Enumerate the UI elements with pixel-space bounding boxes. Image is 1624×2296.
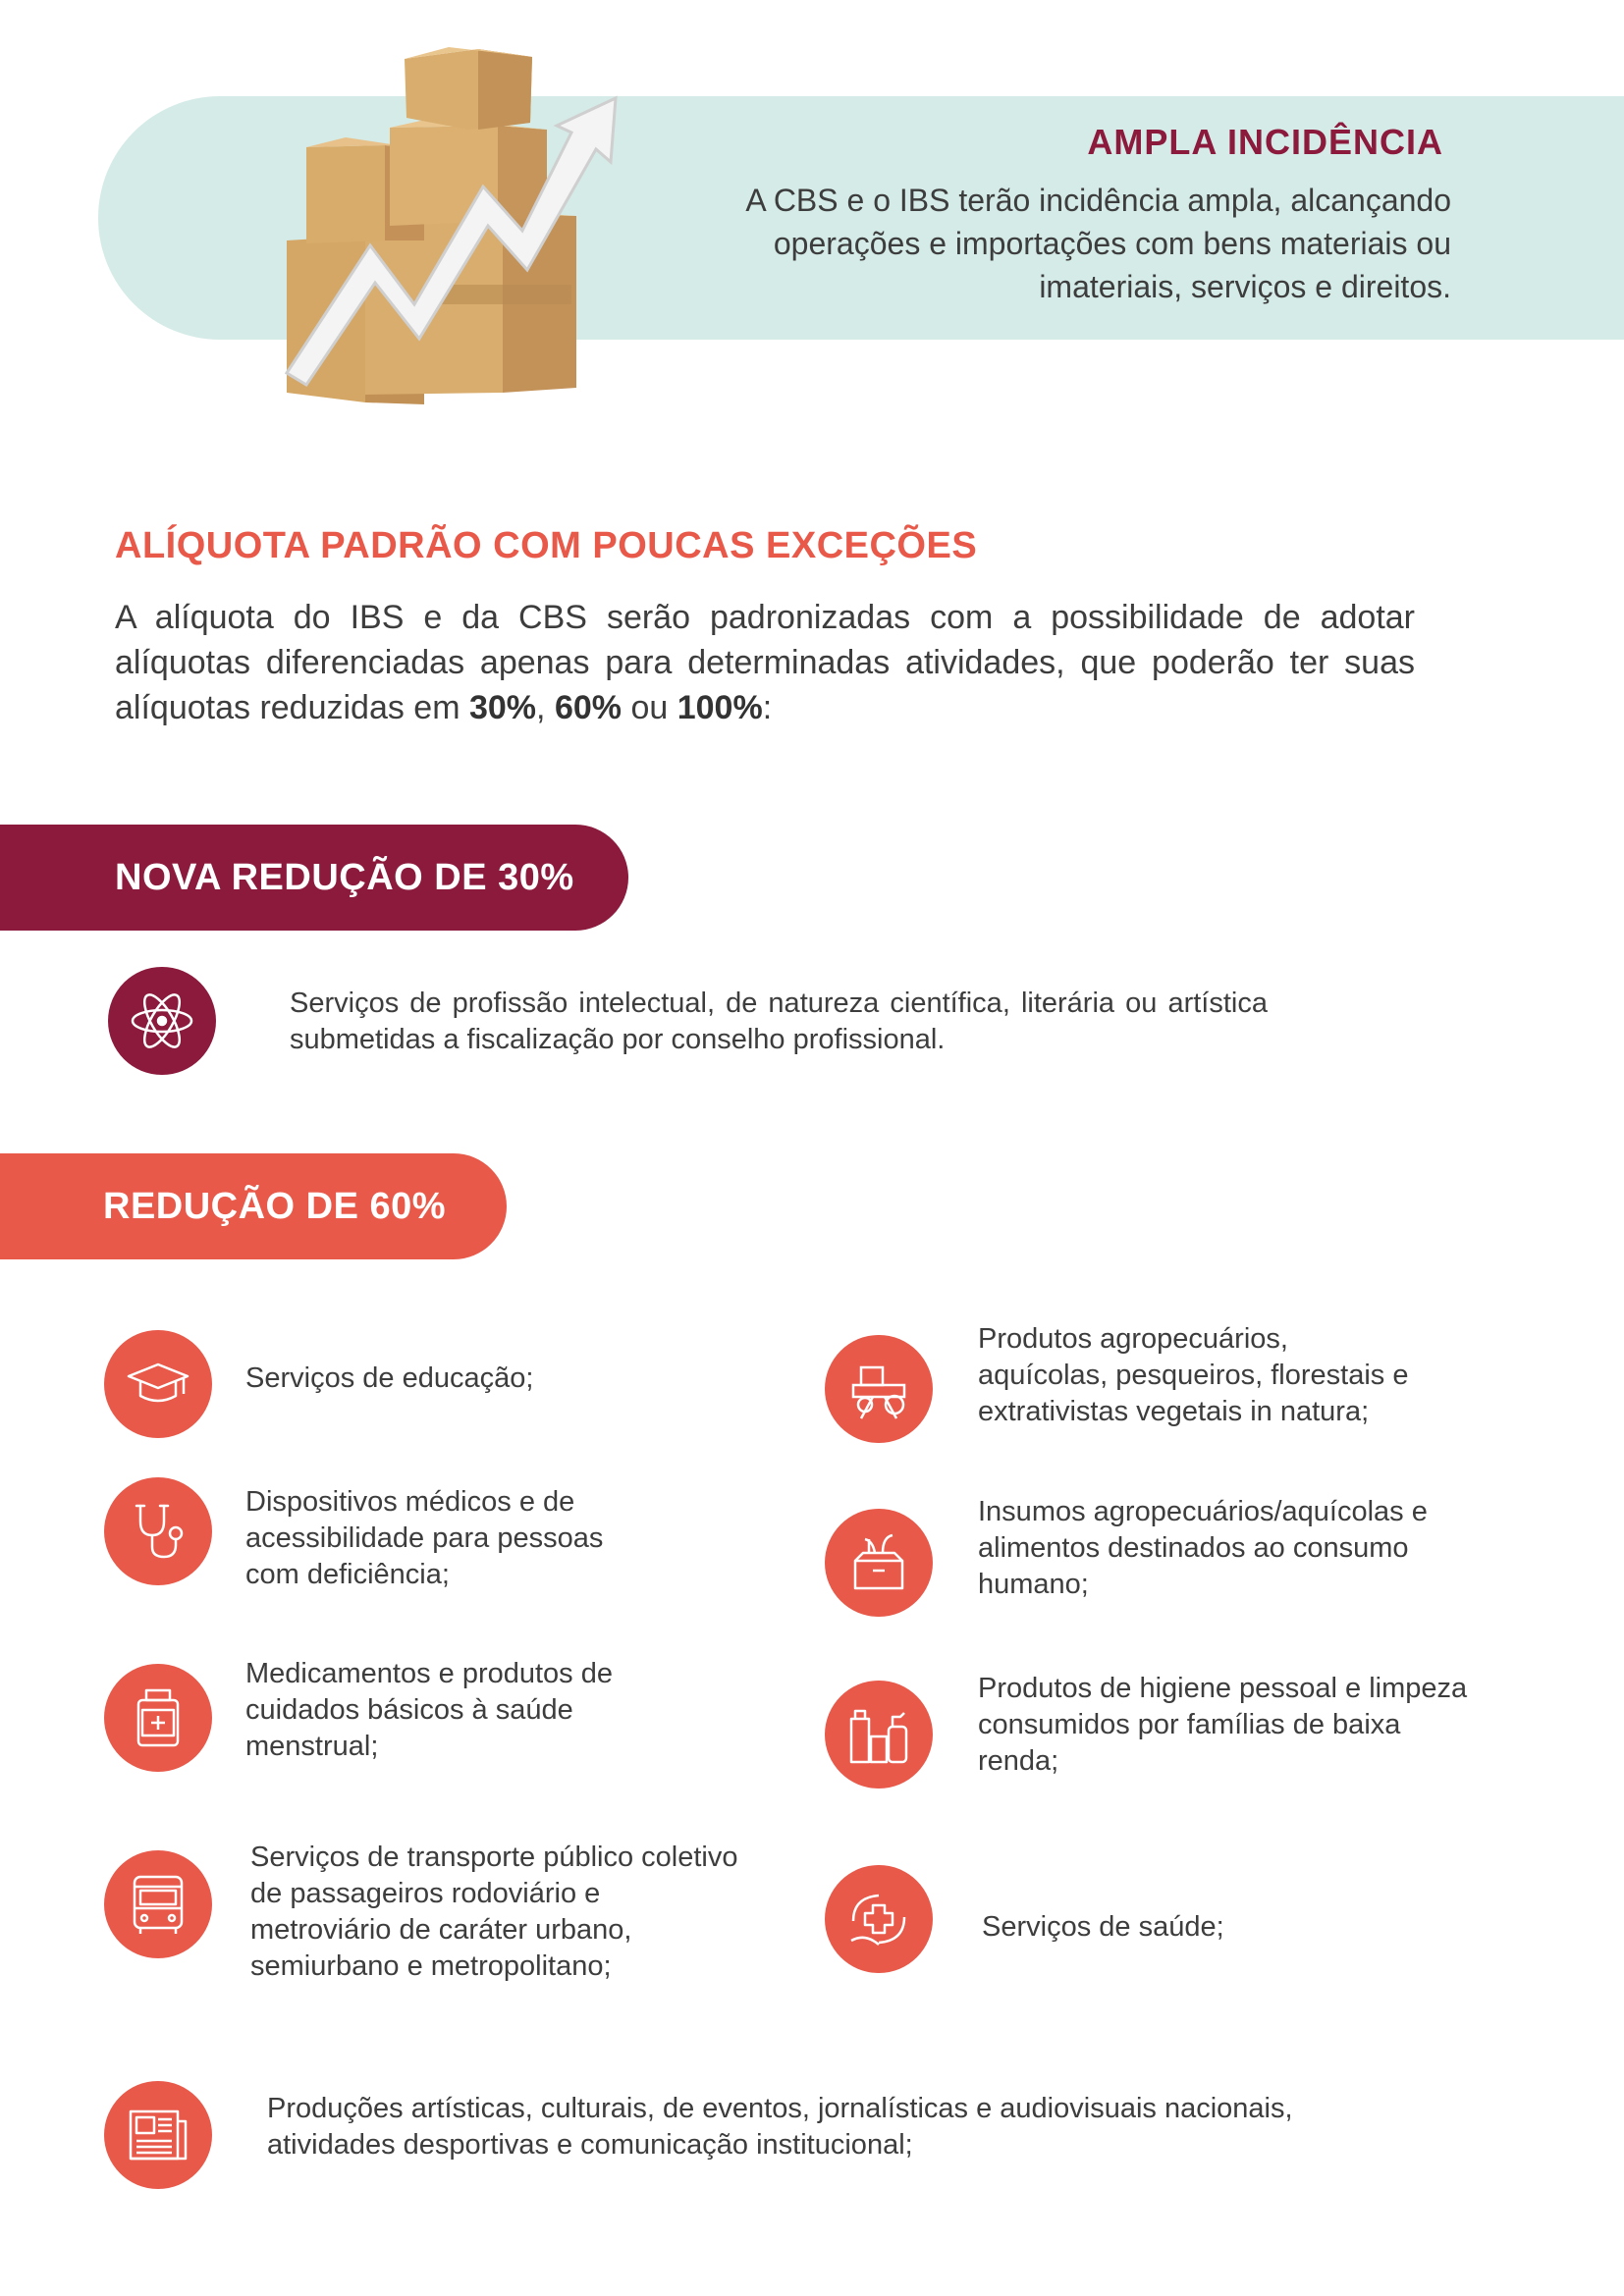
reduction-60-item: Serviços de educação; xyxy=(245,1362,534,1394)
medicine-jar-icon xyxy=(104,1664,212,1772)
reduction-60-item: Produtos agropecuários, aquícolas, pesqueiros, florestais e extrativistas vegetais in natura; xyxy=(978,1323,1409,1427)
ampla-incidencia-title: AMPLA INCIDÊNCIA xyxy=(1087,122,1443,162)
reduction-60-item: Serviços de transporte público coletivo de passageiros rodoviário e metroviário de caráter urbano, semiurbano e metropolitano; xyxy=(250,1842,738,1982)
reduction-60-item: Serviços de saúde; xyxy=(982,1911,1224,1943)
standard-rate-text: A alíquota do IBS e da CBS serão padronizadas com a possibilidade de adotar alíquotas diferenciadas apenas para determinadas atividades, que poderão ter suas alíquotas reduzidas em xyxy=(115,599,1415,726)
rate-60: 60% xyxy=(554,689,623,726)
stethoscope-icon xyxy=(104,1477,212,1585)
newspaper-icon xyxy=(104,2081,212,2189)
separator: : xyxy=(762,689,773,726)
rate-100: 100% xyxy=(677,689,763,726)
reduction-30-label: NOVA REDUÇÃO DE 30% xyxy=(115,856,574,898)
rate-30: 30% xyxy=(468,689,537,726)
reduction-60-item: Medicamentos e produtos de cuidados básicos à saúde menstrual; xyxy=(245,1658,613,1762)
separator: , xyxy=(536,689,555,726)
health-care-icon xyxy=(825,1865,933,1973)
reduction-60-heading xyxy=(0,1153,507,1259)
standard-rate-title: ALÍQUOTA PADRÃO COM POUCAS EXCEÇÕES xyxy=(115,525,978,566)
standard-rate-paragraph xyxy=(115,595,1415,730)
reduction-60-item: Dispositivos médicos e de acessibilidade para pessoas com deficiência; xyxy=(245,1486,604,1590)
ampla-incidencia-text: A CBS e o IBS terão incidência ampla, alcançando operações e importações com bens materiais ou imateriais, serviços e direitos. xyxy=(745,183,1451,304)
graduation-cap-icon xyxy=(104,1330,212,1438)
reduction-60-item: Insumos agropecuários/aquícolas e alimentos destinados ao consumo humano; xyxy=(978,1496,1428,1600)
reduction-30-heading xyxy=(0,825,628,931)
food-box-icon xyxy=(825,1509,933,1617)
reduction-30-item: Serviços de profissão intelectual, de natureza científica, literária ou artística submetidas a fiscalização por conselho profissional. xyxy=(290,988,1268,1055)
reduction-60-label: REDUÇÃO DE 60% xyxy=(103,1185,447,1227)
tractor-icon xyxy=(825,1335,933,1443)
bus-icon xyxy=(104,1850,212,1958)
separator: ou xyxy=(622,689,677,726)
boxes-growth-illustration xyxy=(277,39,640,412)
hygiene-products-icon xyxy=(825,1681,933,1789)
reduction-60-item: Produções artísticas, culturais, de eventos, jornalísticas e audiovisuais nacionais, atividades desportivas e comunicação institucional; xyxy=(267,2093,1293,2161)
atom-icon xyxy=(108,967,216,1075)
reduction-60-item: Produtos de higiene pessoal e limpeza consumidos por famílias de baixa renda; xyxy=(978,1673,1468,1777)
